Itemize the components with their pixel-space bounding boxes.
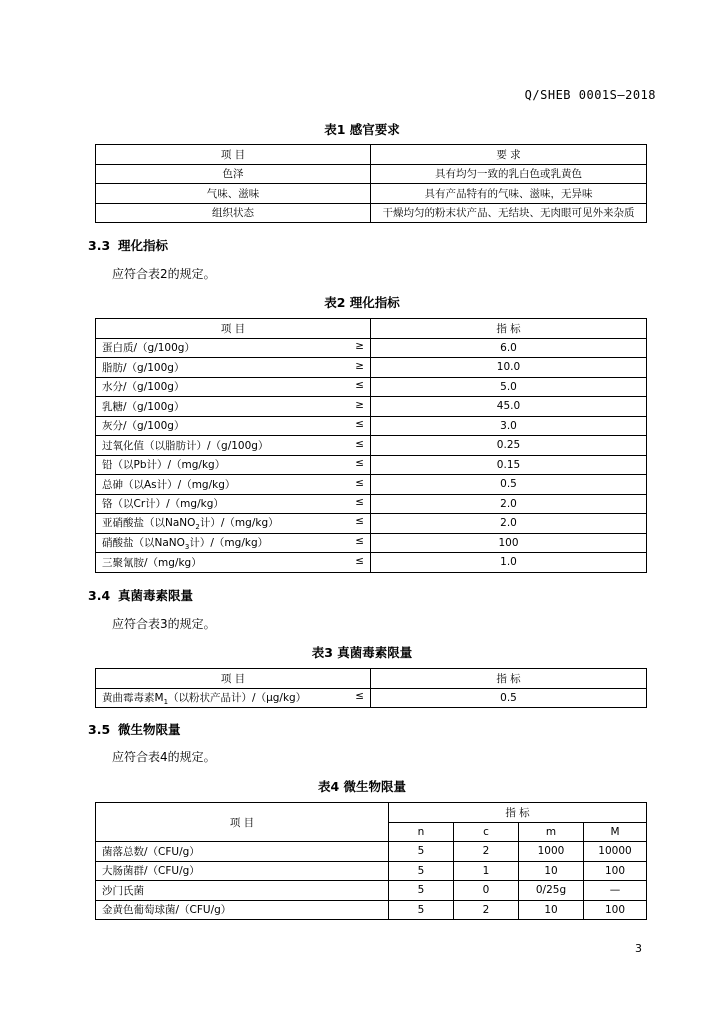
table4-value-c: 1 bbox=[454, 861, 519, 881]
item-text-after: 计）/（mg/kg） bbox=[199, 517, 279, 530]
table4-value-n: 5 bbox=[389, 881, 454, 901]
operator: ≤ bbox=[355, 689, 364, 702]
table1-header-item: 项 目 bbox=[96, 145, 371, 165]
table2-caption: 表2 理化指标 bbox=[324, 295, 400, 310]
section-3-5-heading bbox=[88, 720, 181, 738]
item-text: 脂肪/（g/100g） bbox=[102, 361, 185, 374]
item-text: 黄曲霉毒素M bbox=[102, 691, 164, 704]
table4-value-n: 5 bbox=[389, 900, 454, 920]
value-cell: 0.25 bbox=[371, 436, 647, 456]
item-text: 三聚氰胺/（mg/kg） bbox=[102, 556, 202, 569]
section-number: 3.4 bbox=[88, 588, 111, 603]
operator: ≥ bbox=[355, 398, 364, 411]
table-row bbox=[96, 416, 647, 436]
table4-caption: 表4 微生物限量 bbox=[317, 779, 407, 794]
operator: ≤ bbox=[355, 457, 364, 470]
operator: ≤ bbox=[355, 534, 364, 547]
table1-caption: 表1 感官要求 bbox=[324, 122, 400, 137]
item-text: 灰分/（g/100g） bbox=[102, 420, 185, 433]
table4-value-m: 10 bbox=[519, 900, 584, 920]
table4-value-c: 0 bbox=[454, 881, 519, 901]
table4-subheader-m: m bbox=[519, 822, 584, 842]
section-title: 真菌毒素限量 bbox=[118, 588, 194, 603]
item-text-after: （以粉状产品计）/（μg/kg） bbox=[168, 691, 307, 704]
section-3-5-text: 应符合表4的规定。 bbox=[112, 750, 216, 764]
table1-cell: 干燥均匀的粉末状产品、无结块、无肉眼可见外来杂质 bbox=[371, 203, 647, 223]
table4-value-M: 100 bbox=[584, 900, 647, 920]
item-text: 蛋白质/（g/100g） bbox=[102, 342, 195, 355]
table4-item-cell: 沙门氏菌 bbox=[96, 881, 389, 901]
table4-subheader-c: c bbox=[454, 822, 519, 842]
section-3-3-text: 应符合表2的规定。 bbox=[112, 267, 216, 281]
operator: ≤ bbox=[355, 496, 364, 509]
table3-header-index: 指 标 bbox=[371, 669, 647, 689]
table2-item-cell bbox=[96, 533, 371, 553]
value-cell: 1.0 bbox=[371, 553, 647, 573]
table1-header-req: 要 求 bbox=[371, 145, 647, 165]
table2-item-cell bbox=[96, 553, 371, 573]
item-text: 铅（以Pb计）/（mg/kg） bbox=[102, 459, 226, 472]
section-number: 3.5 bbox=[88, 722, 111, 737]
table2-header-index: 指 标 bbox=[371, 319, 647, 339]
table4-subheader-M: M bbox=[584, 822, 647, 842]
table1 bbox=[95, 144, 647, 223]
table1-cell: 色泽 bbox=[96, 164, 371, 184]
table4-value-M: — bbox=[584, 881, 647, 901]
item-subscript: 2 bbox=[195, 523, 200, 532]
table2-item-cell bbox=[96, 397, 371, 417]
table4-value-n: 5 bbox=[389, 861, 454, 881]
table4-value-c: 2 bbox=[454, 900, 519, 920]
section-title: 微生物限量 bbox=[118, 722, 181, 737]
item-text: 亚硝酸盐（以NaNO bbox=[102, 517, 196, 530]
table4-value-m: 0/25g bbox=[519, 881, 584, 901]
table2-item-cell bbox=[96, 416, 371, 436]
operator: ≤ bbox=[355, 554, 364, 567]
table-row bbox=[96, 842, 647, 862]
table2-item-cell bbox=[96, 514, 371, 534]
table4-value-c: 2 bbox=[454, 842, 519, 862]
item-text: 水分/（g/100g） bbox=[102, 381, 185, 394]
section-3-3-heading bbox=[88, 236, 168, 254]
table4-item-cell: 大肠菌群/（CFU/g） bbox=[96, 861, 389, 881]
table4-item-cell: 菌落总数/（CFU/g） bbox=[96, 842, 389, 862]
table-row bbox=[96, 494, 647, 514]
operator: ≥ bbox=[355, 340, 364, 353]
section-3-4-text: 应符合表3的规定。 bbox=[112, 617, 216, 631]
table-row bbox=[96, 881, 647, 901]
value-cell: 6.0 bbox=[371, 338, 647, 358]
table1-cell: 具有产品特有的气味、滋味，无异味 bbox=[371, 184, 647, 204]
item-subscript: 1 bbox=[163, 697, 169, 706]
section-number: 3.3 bbox=[88, 238, 111, 253]
item-text: 乳糖/（g/100g） bbox=[102, 400, 185, 413]
operator: ≤ bbox=[355, 379, 364, 392]
table4-value-m: 1000 bbox=[519, 842, 584, 862]
value-cell: 5.0 bbox=[371, 377, 647, 397]
table4-value-n: 5 bbox=[389, 842, 454, 862]
table3-item-cell bbox=[96, 688, 371, 708]
table3 bbox=[95, 668, 647, 708]
standard-code: Q/SHEB 0001S—2018 bbox=[524, 88, 656, 102]
table-row bbox=[96, 377, 647, 397]
value-cell: 0.15 bbox=[371, 455, 647, 475]
table1-cell: 气味、滋味 bbox=[96, 184, 371, 204]
table3-caption: 表3 真菌毒素限量 bbox=[311, 645, 413, 660]
table2-item-cell bbox=[96, 377, 371, 397]
table2-item-cell bbox=[96, 455, 371, 475]
table-row bbox=[96, 553, 647, 573]
item-text: 过氧化值（以脂肪计）/（g/100g） bbox=[102, 439, 269, 452]
table-row bbox=[96, 455, 647, 475]
item-text: 总砷（以As计）/（mg/kg） bbox=[102, 478, 236, 491]
page-number: 3 bbox=[635, 942, 642, 955]
item-text: 硝酸盐（以NaNO bbox=[102, 536, 185, 549]
table4-header-item: 项 目 bbox=[96, 803, 389, 842]
value-cell: 0.5 bbox=[371, 688, 647, 708]
table2-item-cell bbox=[96, 358, 371, 378]
table-row bbox=[96, 164, 647, 184]
operator: ≤ bbox=[355, 476, 364, 489]
table-row bbox=[96, 861, 647, 881]
operator: ≤ bbox=[355, 437, 364, 450]
table-row bbox=[96, 184, 647, 204]
value-cell: 2.0 bbox=[371, 494, 647, 514]
value-cell: 45.0 bbox=[371, 397, 647, 417]
table-row bbox=[96, 358, 647, 378]
table4 bbox=[95, 802, 647, 920]
operator: ≥ bbox=[355, 359, 364, 372]
table-row bbox=[96, 436, 647, 456]
operator: ≤ bbox=[355, 418, 364, 431]
value-cell: 100 bbox=[371, 533, 647, 553]
value-cell: 3.0 bbox=[371, 416, 647, 436]
table4-value-m: 10 bbox=[519, 861, 584, 881]
table3-header-item: 项 目 bbox=[96, 669, 371, 689]
table2-header-item: 项 目 bbox=[96, 319, 371, 339]
table2-item-cell bbox=[96, 338, 371, 358]
table4-value-M: 100 bbox=[584, 861, 647, 881]
table-row bbox=[96, 338, 647, 358]
section-3-4-heading bbox=[88, 586, 193, 604]
table-row bbox=[96, 533, 647, 553]
value-cell: 0.5 bbox=[371, 475, 647, 495]
table2-item-cell bbox=[96, 436, 371, 456]
value-cell: 10.0 bbox=[371, 358, 647, 378]
item-subscript: 3 bbox=[184, 542, 190, 551]
table4-item-cell: 金黄色葡萄球菌/（CFU/g） bbox=[96, 900, 389, 920]
value-cell: 2.0 bbox=[371, 514, 647, 534]
table4-subheader-n: n bbox=[389, 822, 454, 842]
table1-cell: 具有均匀一致的乳白色或乳黄色 bbox=[371, 164, 647, 184]
table2-item-cell bbox=[96, 475, 371, 495]
table-row bbox=[96, 397, 647, 417]
table-row bbox=[96, 900, 647, 920]
table2-item-cell bbox=[96, 494, 371, 514]
table2 bbox=[95, 318, 647, 573]
operator: ≤ bbox=[355, 515, 364, 528]
table-row bbox=[96, 688, 647, 708]
section-title: 理化指标 bbox=[118, 238, 169, 253]
table1-cell: 组织状态 bbox=[96, 203, 371, 223]
table-row bbox=[96, 475, 647, 495]
table4-header-index: 指 标 bbox=[389, 803, 647, 823]
table-row bbox=[96, 514, 647, 534]
table4-value-M: 10000 bbox=[584, 842, 647, 862]
item-text: 铬（以Cr计）/（mg/kg） bbox=[102, 498, 224, 511]
table-row bbox=[96, 203, 647, 223]
item-text-after: 计）/（mg/kg） bbox=[189, 536, 269, 549]
